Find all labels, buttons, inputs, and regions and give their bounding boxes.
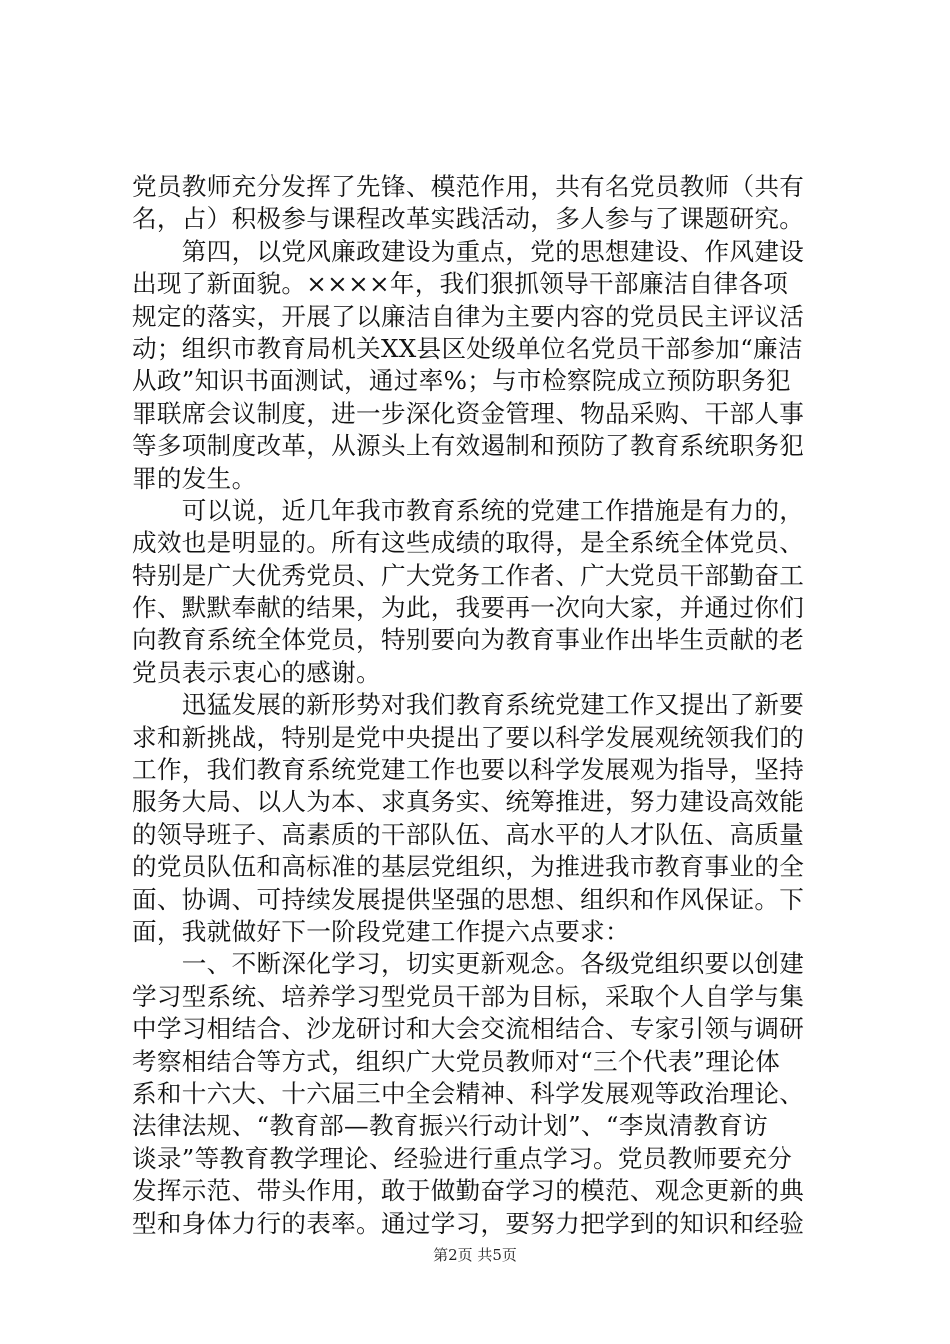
page-footer bbox=[0, 1244, 950, 1265]
text-line: 可以说，近几年我市教育系统的党建工作措施是有力的， bbox=[132, 495, 805, 525]
text-line: 一、不断深化学习，切实更新观念。各级党组织要以创建 bbox=[132, 949, 805, 979]
text-line: 罪的发生。 bbox=[132, 463, 257, 493]
text-line: 出现了新面貌。××××年，我们狠抓领导干部廉洁自律各项 bbox=[132, 269, 789, 299]
page-number: 第2页 共5页 bbox=[433, 1246, 517, 1264]
text-line: 动；组织市教育局机关XX县区处级单位名党员干部参加“廉洁 bbox=[132, 333, 803, 363]
text-line: 向教育系统全体党员，特别要向为教育事业作出毕生贡献的老 bbox=[132, 625, 805, 655]
text-line: 成效也是明显的。所有这些成绩的取得，是全系统全体党员、 bbox=[132, 528, 805, 558]
text-line: 中学习相结合、沙龙研讨和大会交流相结合、专家引领与调研 bbox=[132, 1014, 805, 1044]
text-line: 的党员队伍和高标准的基层党组织，为推进我市教育事业的全 bbox=[132, 852, 805, 882]
text-line: 谈录”等教育教学理论、经验进行重点学习。党员教师要充分 bbox=[132, 1143, 793, 1173]
text-line: 党员教师充分发挥了先锋、模范作用，共有名党员教师（共有 bbox=[132, 172, 805, 201]
text-line: 工作，我们教育系统党建工作也要以科学发展观为指导，坚持 bbox=[132, 755, 805, 785]
text-line: 发挥示范、带头作用，敢于做勤奋学习的模范、观念更新的典 bbox=[132, 1176, 805, 1206]
text-line: 型和身体力行的表率。通过学习，要努力把学到的知识和经验 bbox=[132, 1208, 805, 1238]
text-line: 的领导班子、高素质的干部队伍、高水平的人才队伍、高质量 bbox=[132, 819, 805, 849]
text-line: 特别是广大优秀党员、广大党务工作者、广大党员干部勤奋工 bbox=[132, 560, 805, 590]
text-line: 服务大局、以人为本、求真务实、统筹推进，努力建设高效能 bbox=[132, 787, 805, 817]
text-line: 法律法规、“教育部—教育振兴行动计划”、“李岚清教育访 bbox=[132, 1111, 769, 1141]
text-line: 学习型系统、培养学习型党员干部为目标，采取个人自学与集 bbox=[132, 981, 805, 1011]
text-line: 系和十六大、十六届三中全会精神、科学发展观等政治理论、 bbox=[132, 1078, 805, 1108]
text-line: 规定的落实，开展了以廉洁自律为主要内容的党员民主评议活 bbox=[132, 301, 805, 331]
text-line: 党员表示衷心的感谢。 bbox=[132, 657, 381, 687]
text-line: 求和新挑战，特别是党中央提出了要以科学发展观统领我们的 bbox=[132, 722, 805, 752]
text-line: 罪联席会议制度，进一步深化资金管理、物品采购、干部人事 bbox=[132, 398, 805, 428]
text-line: 面、协调、可持续发展提供坚强的思想、组织和作风保证。下 bbox=[132, 884, 805, 914]
text-line: 作、默默奉献的结果，为此，我要再一次向大家，并通过你们 bbox=[132, 593, 805, 623]
text-line: 面，我就做好下一阶段党建工作提六点要求： bbox=[132, 916, 630, 946]
text-line: 考察相结合等方式，组织广大党员教师对“三个代表”理论体 bbox=[132, 1046, 781, 1076]
document-body bbox=[132, 171, 832, 1240]
text-line: 从政”知识书面测试，通过率%；与市检察院成立预防职务犯 bbox=[132, 366, 791, 396]
text-line: 第四，以党风廉政建设为重点，党的思想建设、作风建设 bbox=[132, 236, 805, 266]
text-line: 迅猛发展的新形势对我们教育系统党建工作又提出了新要 bbox=[132, 690, 805, 720]
text-line: 名，占）积极参与课程改革实践活动，多人参与了课题研究。 bbox=[132, 204, 805, 234]
text-line: 等多项制度改革，从源头上有效遏制和预防了教育系统职务犯 bbox=[132, 431, 805, 461]
